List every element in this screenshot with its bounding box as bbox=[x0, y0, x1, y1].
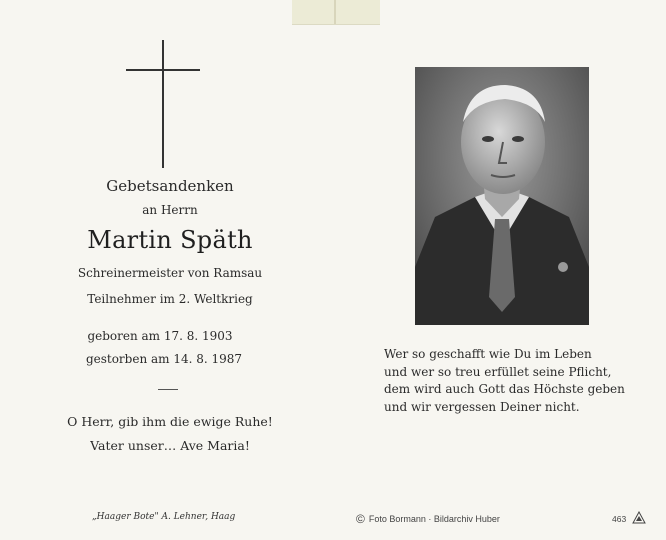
copyright-icon: © bbox=[356, 512, 365, 526]
poem-line: und wir vergessen Deiner nicht. bbox=[384, 399, 580, 414]
poem-line: und wer so treu erfüllet seine Pflicht, bbox=[384, 364, 612, 379]
war-note: Teilnehmer im 2. Weltkrieg bbox=[87, 292, 253, 306]
cross-icon bbox=[126, 40, 200, 168]
death-date: gestorben am 14. 8. 1987 bbox=[85, 352, 243, 366]
prayer-line-1: O Herr, gib ihm die ewige Ruhe! bbox=[67, 414, 273, 429]
photo-credit-text: Foto Bormann · Bildarchiv Huber bbox=[368, 514, 500, 524]
poem bbox=[384, 346, 654, 416]
salutation: an Herrn bbox=[142, 203, 198, 217]
heading: Gebetsandenken bbox=[106, 177, 234, 195]
deceased-name: Martin Späth bbox=[87, 226, 253, 254]
poem-line: Wer so geschafft wie Du im Leben bbox=[384, 347, 592, 361]
divider bbox=[158, 389, 178, 390]
card-number: 463 bbox=[612, 514, 627, 524]
occupation: Schreinermeister von Ramsau bbox=[77, 266, 263, 280]
prayer-line-2: Vater unser… Ave Maria! bbox=[90, 438, 250, 453]
birth-date: geboren am 17. 8. 1903 bbox=[87, 329, 233, 343]
tape-strip bbox=[292, 0, 380, 25]
poem-line: dem wird auch Gott das Höchste geben bbox=[384, 382, 625, 396]
portrait-photo bbox=[415, 67, 589, 325]
photo-credit bbox=[356, 512, 500, 526]
printer-credit: „Haager Bote" A. Lehner, Haag bbox=[92, 512, 236, 522]
triangle-logo-icon bbox=[632, 511, 646, 524]
